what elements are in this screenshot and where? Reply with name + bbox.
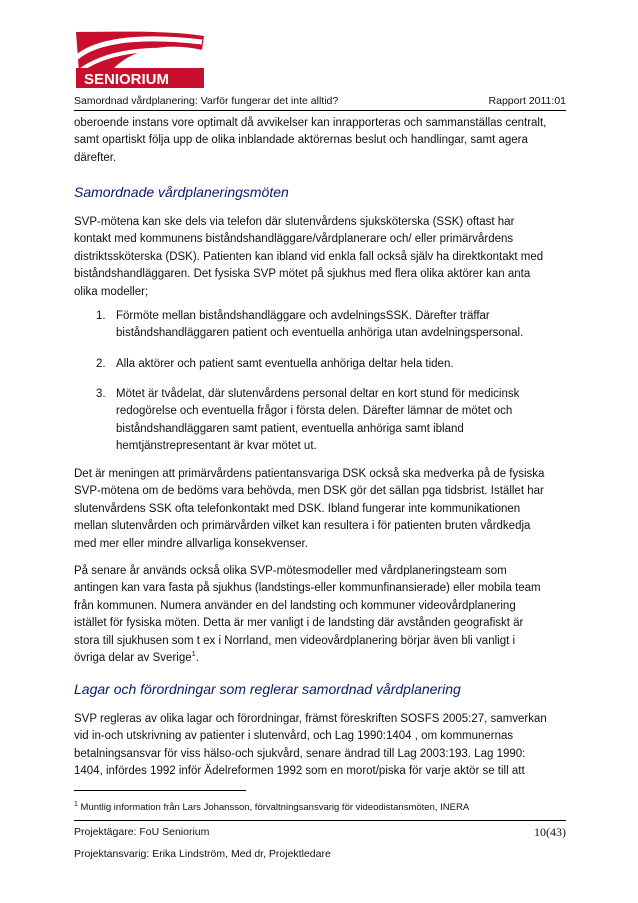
page-header <box>74 95 566 108</box>
footnote: $^1$ Muntlig information från Lars Johansson, förvaltningsansvarig för videodistansmöten, INERA <box>74 800 470 813</box>
paragraph-dsk: Det är meningen att primärvårdens patientansvariga DSK också ska medverka på de fysiska SVP-mötena om de bedöms vara behövda, men DSK gör det sällan pga tidsbrist. Istället har slutenvårdens SSK ofta telefonkontakt med DSK. Ibland fungerar inte kommunikationen mellan slutenvården och primärvården vilket kan resultera i för patienten bruten vårdkedja med mer eller mindre allvarliga konsekvenser. <box>74 468 545 550</box>
header-title: Samordnad vårdplanering: Varför fungerar det inte alltid? <box>74 95 339 107</box>
section-heading-meetings: Samordnade vårdplaneringsmöten <box>74 184 289 200</box>
section-heading-laws: Lagar och förordningar som reglerar samordnad vårdplanering <box>74 681 461 697</box>
header-report-number: Rapport 2011:01 <box>488 95 566 107</box>
footer-lead: Projektansvarig: Erika Lindström, Med dr, Projektledare <box>74 848 331 860</box>
footer-rule <box>74 820 566 821</box>
logo-text: SENIORIUM <box>84 71 170 88</box>
footer-owner: Projektägare: FoU Seniorium <box>74 826 210 838</box>
footnote-reference[interactable]: 1 <box>191 649 196 659</box>
header-rule <box>74 110 566 111</box>
footnote-separator <box>74 790 246 791</box>
paragraph-video-planning: På senare år används också olika SVP-mötesmodeller med vårdplaneringsteam som antingen kan vara fasta på sjukhus (landstings-eller kommunfinansierade) eller mobila team från kommunen. Numera använder en del landsting och kommuner videovårdplanering istället för fysiska möten. Detta är mer vanligt i de landsting där avstånden geografiskt är stora till sjukhusen som t ex i Norrland, men videovårdplanering börjar även bli vanligt i övriga delar av Sverige$^1$. <box>74 565 541 665</box>
paragraph-svp-models: SVP-mötena kan ske dels via telefon där slutenvårdens sjuksköterska (SSK) oftast har kontakt med kommunens biståndshandläggare/vårdplanerare och/ eller primärvårdens distriktssköterska (DSK). Patienten kan ibland vid enkla fall också själv ha direktkontakt med biståndshandläggaren. Det fysiska SVP mötet på sjukhus med flera olika aktörer kan anta olika modeller; <box>74 216 544 298</box>
page-number: 10(43) <box>534 825 566 839</box>
paragraph-laws: SVP regleras av olika lagar och förordningar, främst föreskriften SOSFS 2005:27, samverkan vid in-och utskrivning av patienter i slutenvård, och Lag 1990:1404 , om kommunernas betalningsansvar för viss hälso-och sjukvård, senare ändrad till Lag 2003:193. Lag 1990: 1404, infördes 1992 inför Ädelreformen 1992 som en morot/piska för varje aktör se till att <box>74 713 547 778</box>
footer-owner-row <box>74 826 566 839</box>
intro-paragraph: oberoende instans vore optimalt då avvikelser kan inrapporteras och sammanställas centralt, samt opartiskt följa upp de olika inblandade aktörernas beslut och handlingar, samt agera därefter. <box>74 117 547 164</box>
seniorium-logo <box>74 28 208 90</box>
